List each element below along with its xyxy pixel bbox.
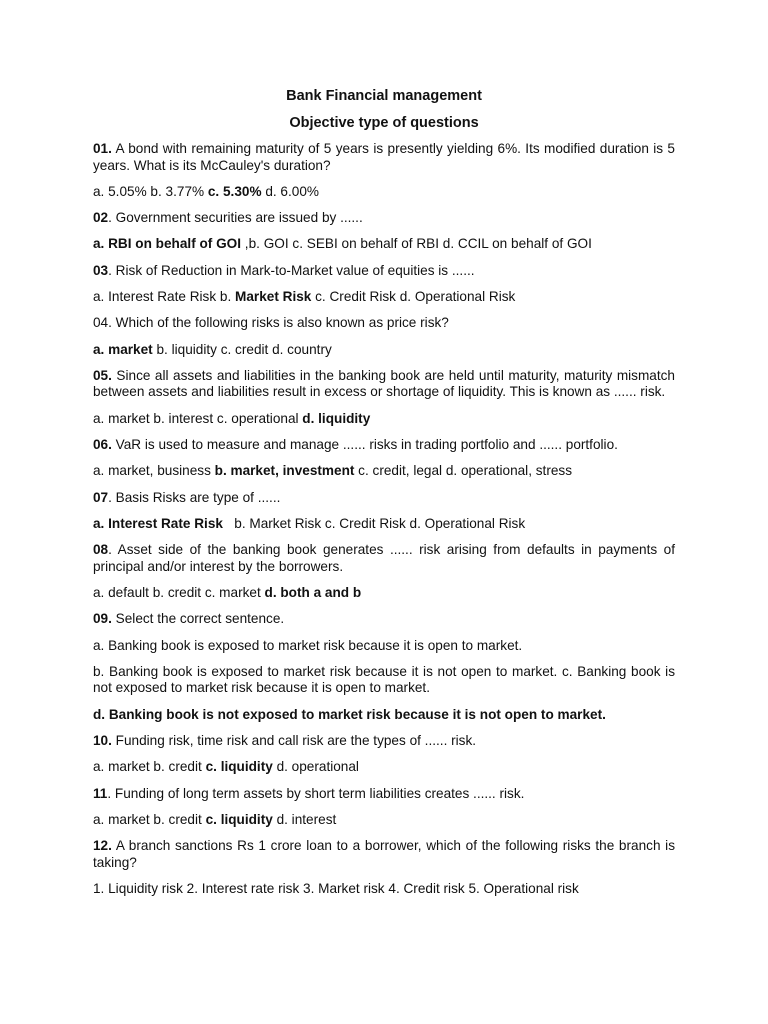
options-08 [93, 585, 675, 602]
question-10 [93, 733, 675, 750]
option-text: a. market b. credit [93, 811, 206, 827]
options-11 [93, 812, 675, 829]
question-number: 08 [93, 542, 109, 558]
answer-highlight: d. Banking book is not exposed to market risk because it is not open to market. [93, 706, 606, 722]
option-text: a. 5.05% b. 3.77% [93, 183, 208, 199]
answer-highlight: c. liquidity [205, 811, 273, 827]
question-08 [93, 542, 675, 575]
question-text: Select the correct sentence. [111, 611, 285, 627]
question-text: . Basis Risks are type of ...... [108, 489, 281, 505]
option-text: c. Credit Risk d. Operational Risk [311, 288, 516, 304]
question-text: . Funding of long term assets by short term liabilities creates ...... risk. [107, 785, 525, 801]
option-text: a. market b. interest c. operational [93, 410, 303, 426]
option-text: a. market b. credit [93, 759, 206, 775]
question-text: Funding risk, time risk and call risk are the types of ...... risk. [111, 732, 477, 748]
options-06 [93, 463, 675, 480]
question-text: A bond with remaining maturity of 5 years is presently yielding 6%. Its modified duration is 5 years. What is its McCauley's duration? [93, 141, 675, 173]
option-text: a. market, business [93, 463, 215, 479]
answer-highlight: a. market [93, 341, 153, 357]
answer-highlight: b. market, investment [214, 463, 355, 479]
question-text: . Government securities are issued by ...... [108, 210, 363, 226]
option-09-answer [93, 707, 675, 724]
options-04 [93, 342, 675, 359]
option-text: ,b. GOI c. SEBI on behalf of RBI d. CCIL on behalf of GOI [241, 236, 592, 252]
question-number: 10. [93, 732, 112, 748]
answer-highlight: a. Interest Rate Risk [93, 515, 223, 531]
answer-highlight: d. both a and b [264, 584, 362, 600]
answer-highlight: d. liquidity [302, 410, 371, 426]
question-number: 11 [93, 785, 108, 801]
options-12: 1. Liquidity risk 2. Interest rate risk 3. Market risk 4. Credit risk 5. Operational risk [93, 880, 579, 896]
question-text: A branch sanctions Rs 1 crore loan to a borrower, which of the following risks the branch is taking? [93, 838, 675, 870]
question-03 [93, 263, 675, 280]
option-text: b. Market Risk c. Credit Risk d. Operational Risk [222, 515, 526, 531]
answer-highlight: a. RBI on behalf of GOI [93, 236, 242, 252]
question-text: . Risk of Reduction in Mark-to-Market value of equities is ...... [108, 262, 475, 278]
question-01 [93, 141, 675, 174]
document-title: Bank Financial management [286, 88, 482, 104]
question-06 [93, 437, 675, 454]
question-number: 05. [93, 367, 112, 383]
question-number: 12. [93, 838, 112, 854]
answer-highlight: c. liquidity [205, 759, 273, 775]
question-11 [93, 786, 675, 803]
option-text: d. interest [272, 811, 337, 827]
options-02 [93, 236, 675, 253]
question-12 [93, 838, 675, 871]
question-02 [93, 210, 675, 227]
option-text: a. default b. credit c. market [93, 584, 265, 600]
options-03 [93, 289, 675, 306]
question-number: 06. [93, 436, 112, 452]
question-number: 03 [93, 262, 109, 278]
option-09-bc: b. Banking book is exposed to market risk because it is not open to market. c. Banking book is not exposed to market risk because it is open to market. [93, 663, 675, 696]
option-text: d. operational [272, 759, 359, 775]
answer-highlight: c. 5.30% [207, 183, 262, 199]
answer-highlight: Market Risk [235, 288, 312, 304]
option-text: a. Interest Rate Risk b. [93, 288, 236, 304]
question-text: 04. Which of the following risks is also known as price risk? [93, 315, 449, 331]
question-text: VaR is used to measure and manage ...... risks in trading portfolio and ...... portfolio. [111, 436, 618, 452]
option-text: d. 6.00% [261, 183, 319, 199]
document-subtitle: Objective type of questions [289, 115, 479, 131]
question-09 [93, 611, 675, 628]
question-07 [93, 490, 675, 507]
question-text: . Asset side of the banking book generates ...... risk arising from defaults in payments of principal and/or interest by the borrowers. [93, 542, 675, 574]
question-number: 07 [93, 489, 109, 505]
options-05 [93, 411, 675, 428]
options-10 [93, 759, 675, 776]
question-04 [93, 315, 675, 332]
question-text: Since all assets and liabilities in the banking book are held until maturity, maturity mismatch between assets and liabilities result in excess or shortage of liquidity. This is known as ...... risk. [93, 367, 675, 400]
question-number: 09. [93, 611, 112, 627]
question-05 [93, 368, 675, 401]
question-number: 02 [93, 210, 109, 226]
option-text: b. liquidity c. credit d. country [152, 341, 332, 357]
option-09-a: a. Banking book is exposed to market risk because it is open to market. [93, 637, 523, 653]
options-07 [93, 516, 675, 533]
question-number: 01. [93, 141, 112, 156]
options-01 [93, 184, 675, 201]
option-text: c. credit, legal d. operational, stress [354, 463, 573, 479]
